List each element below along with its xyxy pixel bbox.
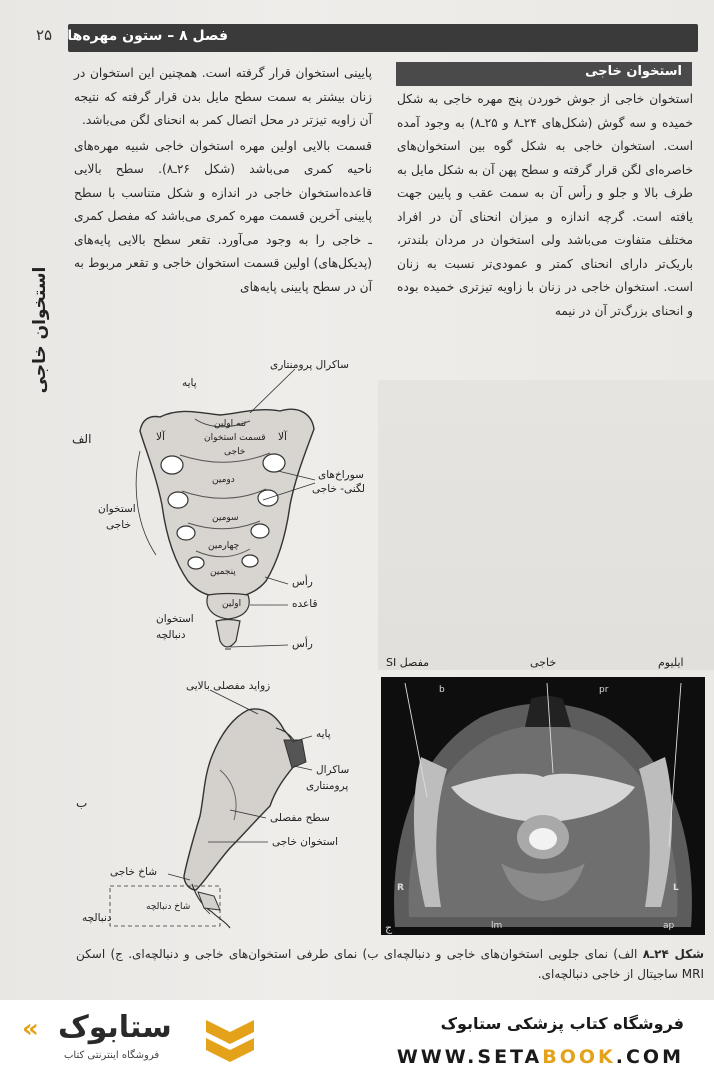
mri-label-si: مفصل SI <box>386 656 430 669</box>
sacrum-anterior-drawing <box>100 355 380 655</box>
label-coccyx-b: دنبالچه <box>82 912 112 924</box>
label-foramina-2: لگنی- خاجی <box>312 483 365 495</box>
label-body-first: تنه اولین <box>214 419 247 429</box>
footer-title: فروشگاه کتاب پزشکی ستابوک <box>440 1014 684 1033</box>
logo-subtitle: فروشگاه اینترنتی کتاب <box>64 1050 160 1061</box>
label-promontory-b-2: پرومنتاری <box>306 780 349 792</box>
logo-book-icon <box>200 1014 260 1068</box>
label-pedicle: پایه <box>182 377 197 389</box>
logo-arrows-icon: « <box>22 1014 39 1044</box>
caption-text: الف) نمای جلویی استخوان‌های خاجی و دنبالچه‌ای ب) نمای طرفی استخوان‌های خاجی و دنبالچه‌ای. ج) اسکن MRI ساجیتال از خاجی دنبالچه‌ای. <box>76 947 704 981</box>
side-tab-label: استخوان خاجی <box>30 266 50 394</box>
section-heading: استخوان خاجی <box>585 64 682 79</box>
left-column <box>74 62 372 299</box>
right-paragraph: استخوان خاجی از جوش خوردن پنج مهره خاجی به شکل خمیده و سه گوش (شکل‌های ۲۴ـ۸ و ۲۵ـ۸) به وجود آمده است. استخوان خاجی به شکل گوه بین استخوان‌های خاصره‌ای لگن قرار گرفته و سطح پهن آن به شکل مایل به طرف بالا و جلو و رأس آن به سمت عقب و پایین جهت یافته است. گرچه اندازه و میزان انحنای آن در افراد مختلف متفاوت می‌باشد ولی استخوان در مردان بلندتر، باریک‌تر دارای انحنای کمتر و عمودی‌تر نسبت به زنان است. استخوان خاجی در زنان با زاویه تیزتری خمیده بوده و انحنای بزرگ‌تر آن در نیمه <box>397 92 694 318</box>
label-coccyx: استخوان <box>156 613 194 625</box>
label-second: دومین <box>212 475 235 485</box>
figure-caption <box>76 944 704 984</box>
page-number: ۲۵ <box>36 26 53 44</box>
label-sacral-horn: شاخ خاجی <box>110 866 158 878</box>
right-column <box>397 88 693 323</box>
label-third: سومین <box>212 513 239 523</box>
chapter-header <box>68 24 698 52</box>
side-tab <box>22 240 58 420</box>
figure-mri-scan <box>381 677 705 935</box>
label-foramina: سوراخ‌های <box>318 469 364 481</box>
footer-url-part2: BOOK <box>542 1046 616 1068</box>
label-body-first-3: خاجی <box>224 447 246 457</box>
label-fifth: پنجمین <box>210 567 236 577</box>
label-ala-left: آلا <box>156 431 165 443</box>
footer-url[interactable] <box>397 1046 684 1068</box>
mri-mark-pr: pr <box>599 685 609 695</box>
sacrum-lateral-drawing <box>80 670 370 940</box>
mri-label-ilium: ایلیوم <box>658 656 684 669</box>
label-base: قاعده <box>292 598 318 610</box>
label-first: اولین <box>222 599 242 609</box>
figure-sacrum-lateral <box>80 670 370 940</box>
left-paragraph-2: قسمت بالایی اولین مهره استخوان خاجی شبیه مهره‌های ناحیه کمری می‌باشد (شکل ۲۶ـ۸). سطح بالایی قاعده‌استخوان خاجی در اندازه و شکل متناسب با سطح پایینی آخرین قسمت مهره کمری می‌باشد که مفصل کمری ـ خاجی را به وجود می‌آورد. تقعر سطح بالایی پایه‌های (پدیکل‌های) اولین قسمت استخوان خاجی و تقعر مربوط به آن در سطح پایینی پایه‌های <box>74 138 372 294</box>
label-body-first-2: قسمت استخوان <box>204 433 266 443</box>
label-sacrum: استخوان <box>98 503 136 515</box>
label-coccyx-2: دنبالچه <box>156 629 186 641</box>
left-paragraph-1: پایینی استخوان قرار گرفته است. همچنین این استخوان در زنان بیشتر به سمت سطح مایل بدن قرار گرفته که نتیجه آن زاویه تیزتر در محل اتصال کمر به انحنای لگن می‌باشد. <box>74 66 372 127</box>
figure-sacrum-anterior <box>100 355 380 655</box>
mri-mark-c: ج <box>385 921 393 934</box>
label-promontory-b: ساکرال <box>316 764 350 776</box>
footer-url-part1: WWW.SETA <box>396 1046 543 1068</box>
label-ala-right: آلا <box>278 431 287 443</box>
label-promontory: ساکرال پرومنتاری <box>270 359 349 371</box>
label-sacrum-2: خاجی <box>106 519 131 531</box>
label-apex-2: رأس <box>292 638 313 650</box>
logo-word: ستابوک <box>58 1010 172 1045</box>
mri-mark-lm: lm <box>491 921 503 931</box>
mri-mark-b: b <box>439 685 445 695</box>
label-coccygeal-horn: شاخ دنبالچه <box>146 902 191 912</box>
label-superior-articular: زواید مفصلی بالایی <box>186 680 271 692</box>
mri-mark-ap: ap <box>663 921 675 931</box>
mri-mark-r: R <box>397 883 404 893</box>
chapter-title: فصل ۸ – ستون مهره‌ها <box>67 28 228 44</box>
mri-label-sacrum: خاجی <box>530 656 557 669</box>
label-pedicle-b: پایه <box>316 728 331 740</box>
mri-mark-l: L <box>673 883 679 893</box>
label-sacrum-b: استخوان خاجی <box>272 836 338 848</box>
figure-b-letter: ب <box>76 796 88 810</box>
shaded-panel <box>378 380 714 670</box>
label-apex: رأس <box>292 576 313 588</box>
footer-banner <box>0 1000 714 1080</box>
mri-drawing <box>381 677 705 935</box>
label-articular-surface: سطح مفصلی <box>270 812 330 824</box>
footer-url-part3: .COM <box>615 1046 684 1068</box>
figure-a-letter: الف <box>72 432 92 446</box>
label-fourth: چهارمین <box>208 541 240 551</box>
section-heading-box <box>396 62 692 86</box>
caption-label: شکل ۲۴ـ۸ <box>642 947 705 961</box>
